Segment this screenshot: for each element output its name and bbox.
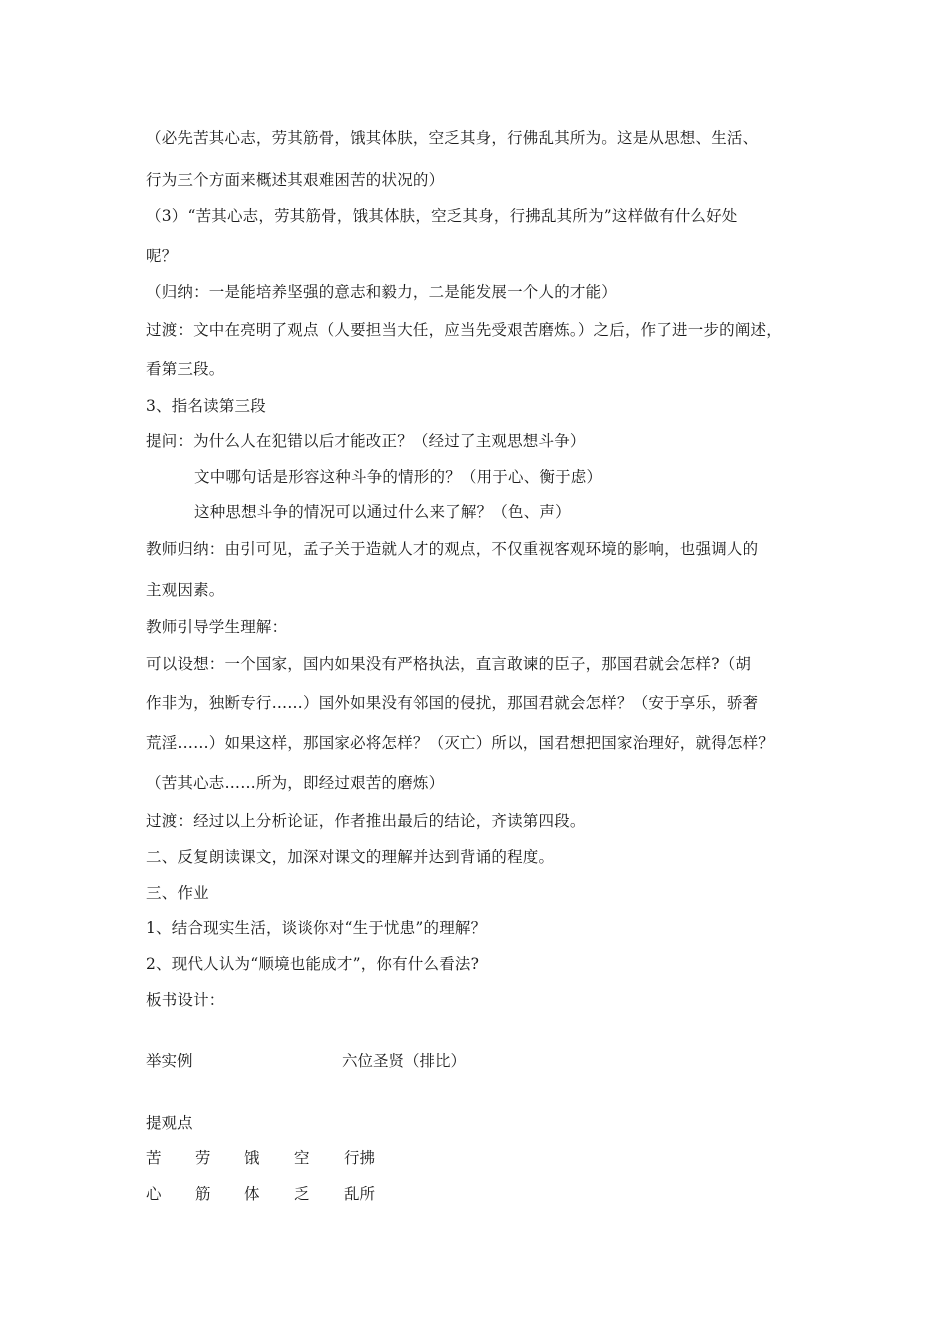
text-line: 提问：为什么人在犯错以后才能改正？（经过了主观思想斗争）	[146, 432, 586, 450]
text-line: （3）“苦其心志，劳其筋骨，饿其体肤，空乏其身，行拂乱其所为”这样做有什么好处	[146, 207, 738, 225]
text-line: （必先苦其心志，劳其筋骨，饿其体肤，空乏其身，行佛乱其所为。这是从思想、生活、	[146, 129, 759, 147]
text-line: 看第三段。	[146, 360, 225, 378]
board-point-label: 提观点	[146, 1114, 193, 1132]
board-left-label: 举实例	[146, 1052, 193, 1070]
text-line: 过渡：经过以上分析论证，作者推出最后的结论，齐读第四段。	[146, 812, 586, 830]
board-cell: 苦	[146, 1149, 162, 1167]
board-cell: 行拂	[344, 1149, 376, 1167]
text-line: 3、指名读第三段	[146, 397, 266, 415]
text-line: 1、结合现实生活，谈谈你对“生于忧患”的理解？	[146, 919, 487, 937]
board-cell: 劳	[195, 1149, 211, 1167]
text-line: 行为三个方面来概述其艰难困苦的状况的）	[146, 171, 445, 189]
board-right-label: 六位圣贤（排比）	[342, 1052, 467, 1070]
text-line: 作非为，独断专行……）国外如果没有邻国的侵扰，那国君就会怎样？（安于享乐，骄奢	[146, 694, 759, 712]
board-cell: 筋	[195, 1185, 211, 1203]
text-line: 文中哪句话是形容这种斗争的情形的？（用于心、衡于虑）	[194, 468, 603, 486]
text-line: 教师引导学生理解：	[146, 618, 288, 636]
text-line: 二、反复朗读课文，加深对课文的理解并达到背诵的程度。	[146, 848, 555, 866]
text-line: 主观因素。	[146, 581, 225, 599]
text-line: 可以设想：一个国家，国内如果没有严格执法，直言敢谏的臣子，那国君就会怎样?（胡	[146, 655, 752, 673]
text-line: 2、现代人认为“顺境也能成才”，你有什么看法?	[146, 955, 480, 973]
board-cell: 乏	[294, 1185, 310, 1203]
text-line: （苦其心志……所为，即经过艰苦的磨炼）	[146, 774, 445, 792]
text-line: 荒淫……）如果这样，那国家必将怎样？（灭亡）所以，国君想把国家治理好，就得怎样？	[146, 734, 775, 752]
text-line: 三、作业	[146, 884, 209, 902]
board-cell: 空	[294, 1149, 310, 1167]
text-line: 教师归纳：由引可见，孟子关于造就人才的观点，不仅重视客观环境的影响，也强调人的	[146, 540, 759, 558]
board-cell: 乱所	[344, 1185, 376, 1203]
text-line: 板书设计：	[146, 991, 225, 1009]
text-line: 呢？	[146, 247, 178, 265]
board-cell: 体	[244, 1185, 260, 1203]
board-cell: 心	[146, 1185, 162, 1203]
board-cell: 饿	[244, 1149, 260, 1167]
text-line: 这种思想斗争的情况可以通过什么来了解？（色、声）	[194, 503, 571, 521]
text-line: 过渡：文中在亮明了观点（人要担当大任，应当先受艰苦磨炼。）之后，作了进一步的阐述，	[146, 321, 782, 339]
text-line: （归纳：一是能培养坚强的意志和毅力，二是能发展一个人的才能）	[146, 283, 618, 301]
